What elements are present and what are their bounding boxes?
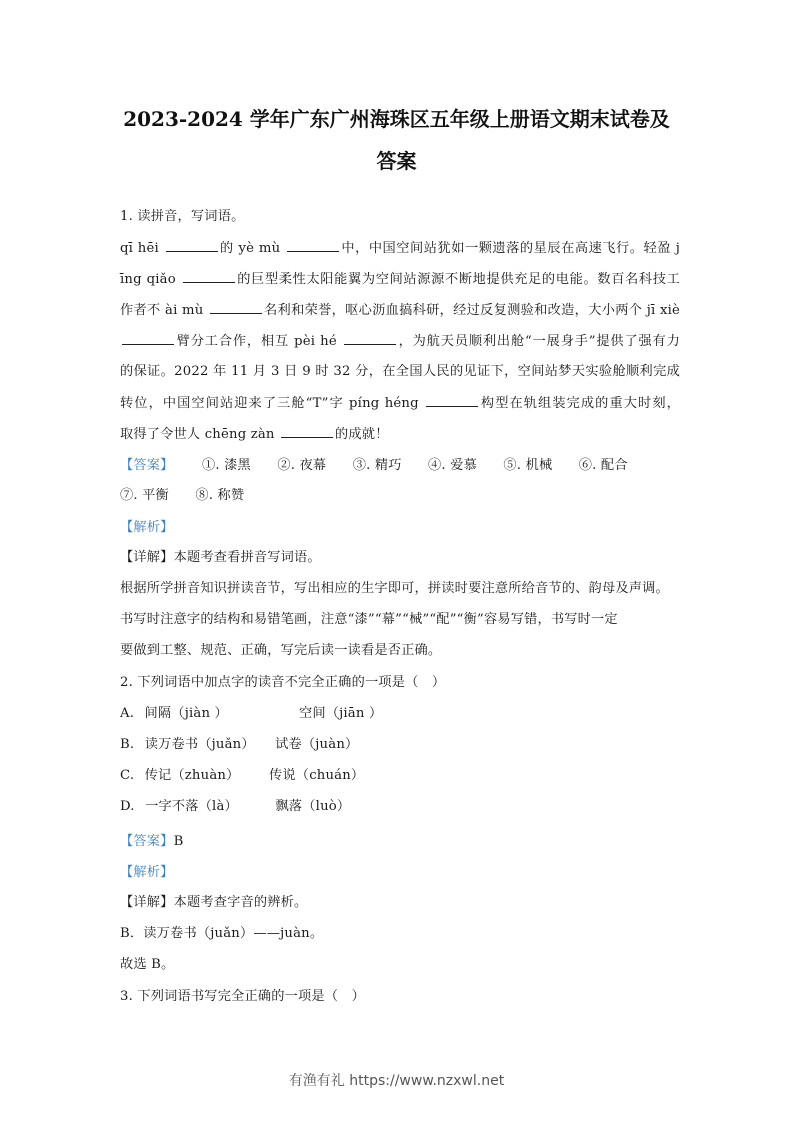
passage-text: ，为航天员顺利出舱“一展身手”提供了强有力: [397, 334, 680, 349]
option-word1: 间隔（jiàn ）: [144, 706, 228, 721]
q1-passage-line: [120, 424, 680, 445]
q1-explanation-line: 书写时注意字的结构和易错笔画，注意“漆”“幕”“械”“配”“衡”容易写错，书写时一定: [120, 612, 618, 627]
answer-blank: [426, 393, 478, 407]
answer-blank: [122, 331, 174, 345]
detail-text: 本题考查看拼音写词语。: [173, 550, 321, 565]
answer-item: ①. 漆黑: [201, 458, 251, 473]
option-label: D.: [120, 799, 135, 814]
answer-item: ⑤. 机械: [503, 458, 553, 473]
answer-item: ⑥. 配合: [578, 458, 628, 473]
answer-blank: [183, 269, 235, 283]
q2-option-b: [120, 735, 680, 755]
q1-explanation-line: 要做到工整、规范、正确，写完后读一读看是否正确。: [120, 643, 442, 658]
passage-text: 名利和荣誉，呕心沥血搞科研，经过反复测验和改造，大小两个 jī xiè: [263, 303, 681, 318]
answer-item: ⑦. 平衡: [120, 488, 169, 503]
detail-text: 本题考查字音的辨析。: [173, 895, 308, 910]
q2-option-c: [120, 766, 680, 786]
option-label: C.: [120, 768, 135, 783]
passage-text: 构型在轨组装完成的重大时刻，: [480, 396, 680, 411]
option-word1: 一字不落（là）: [145, 799, 238, 814]
q1-prompt: 1. 读拼音，写词语。: [120, 209, 245, 224]
q1-detail: [120, 548, 680, 568]
passage-text: 中，中国空间站犹如一颗遗落的星辰在高速飞行。轻盈 j: [341, 241, 680, 256]
passage-text: qī hēi: [120, 241, 164, 256]
q2-explanation-line: B．读万卷书（juǎn）——juàn。: [120, 926, 324, 941]
answer-tag: 【答案】: [120, 458, 174, 473]
passage-text: 臂分工合作，相互 pèi hé: [176, 334, 342, 349]
option-word2: 传说（chuán）: [269, 768, 365, 783]
page-footer-watermark: 有渔有礼 https://www.nzxwl.net: [288, 1073, 505, 1089]
passage-text: 的保证。2022 年 11 月 3 日 9 时 32 分，在全国人民的见证下，空间站梦天实验舱顺利完成: [120, 364, 680, 379]
answer-item: ④. 爱慕: [428, 458, 477, 473]
analysis-tag: 【解析】: [120, 865, 174, 880]
option-word2: 试卷（juàn）: [275, 737, 359, 752]
q1-answer-row2: [120, 486, 680, 506]
option-label: A.: [120, 706, 135, 721]
q1-passage-line: [120, 238, 680, 259]
q1-passage-line: [120, 269, 680, 290]
document-title-line1: 2023-2024 学年广东广州海珠区五年级上册语文期末试卷及: [123, 107, 670, 131]
option-word2: 空间（jiān ）: [298, 706, 383, 721]
q3-prompt: 3. 下列词语书写完全正确的一项是（ ）: [120, 989, 365, 1004]
passage-text: 取得了令世人 chēng zàn: [120, 427, 280, 442]
q2-option-a: [120, 704, 680, 724]
q2-detail: [120, 893, 680, 913]
option-word2: 飘落（luò）: [275, 799, 351, 814]
passage-text: 的成就！: [335, 427, 389, 442]
passage-text: 的巨型柔性太阳能翼为空间站源源不断地提供充足的电能。数百名科技工: [236, 272, 680, 287]
q1-passage-line: [120, 331, 680, 352]
q1-passage-line: [120, 393, 680, 414]
q1-passage-line: [120, 362, 680, 382]
passage-text: 的 yè mù: [219, 241, 286, 256]
q2-conclusion: 故选 B。: [120, 957, 175, 972]
answer-item: ⑧. 称赞: [195, 488, 245, 503]
answer-tag: 【答案】: [120, 834, 174, 849]
option-word1: 读万卷书（juǎn）: [144, 737, 255, 752]
q1-passage-line: [120, 300, 680, 321]
option-label: B.: [120, 737, 135, 752]
q2-answer: [120, 832, 680, 852]
answer-item: ③. 精巧: [352, 458, 402, 473]
detail-tag: 【详解】: [120, 550, 174, 565]
passage-text: 转位，中国空间站迎来了三舱“T”字 píng héng: [120, 396, 425, 411]
q1-explanation-line: 根据所学拼音知识拼读音节，写出相应的生字即可，拼读时要注意所给音节的、韵母及声调。: [120, 581, 669, 596]
passage-text: īng qiǎo: [120, 272, 181, 287]
q2-option-d: [120, 797, 680, 817]
answer-item: ②. 夜幕: [277, 458, 327, 473]
answer-value: B: [173, 834, 184, 849]
answer-blank: [166, 238, 218, 252]
detail-tag: 【详解】: [120, 895, 174, 910]
analysis-tag: 【解析】: [120, 520, 174, 535]
option-word1: 传记（zhuàn）: [144, 768, 240, 783]
answer-blank: [281, 424, 333, 438]
q2-prompt: 2. 下列词语中加点字的读音不完全正确的一项是（ ）: [120, 675, 446, 690]
passage-text: 作者不 ài mù: [120, 303, 208, 318]
answer-blank: [210, 300, 262, 314]
q1-answer-row1: [120, 456, 680, 476]
answer-blank: [344, 331, 396, 345]
document-title-line2: 答案: [376, 149, 417, 173]
answer-blank: [287, 238, 339, 252]
